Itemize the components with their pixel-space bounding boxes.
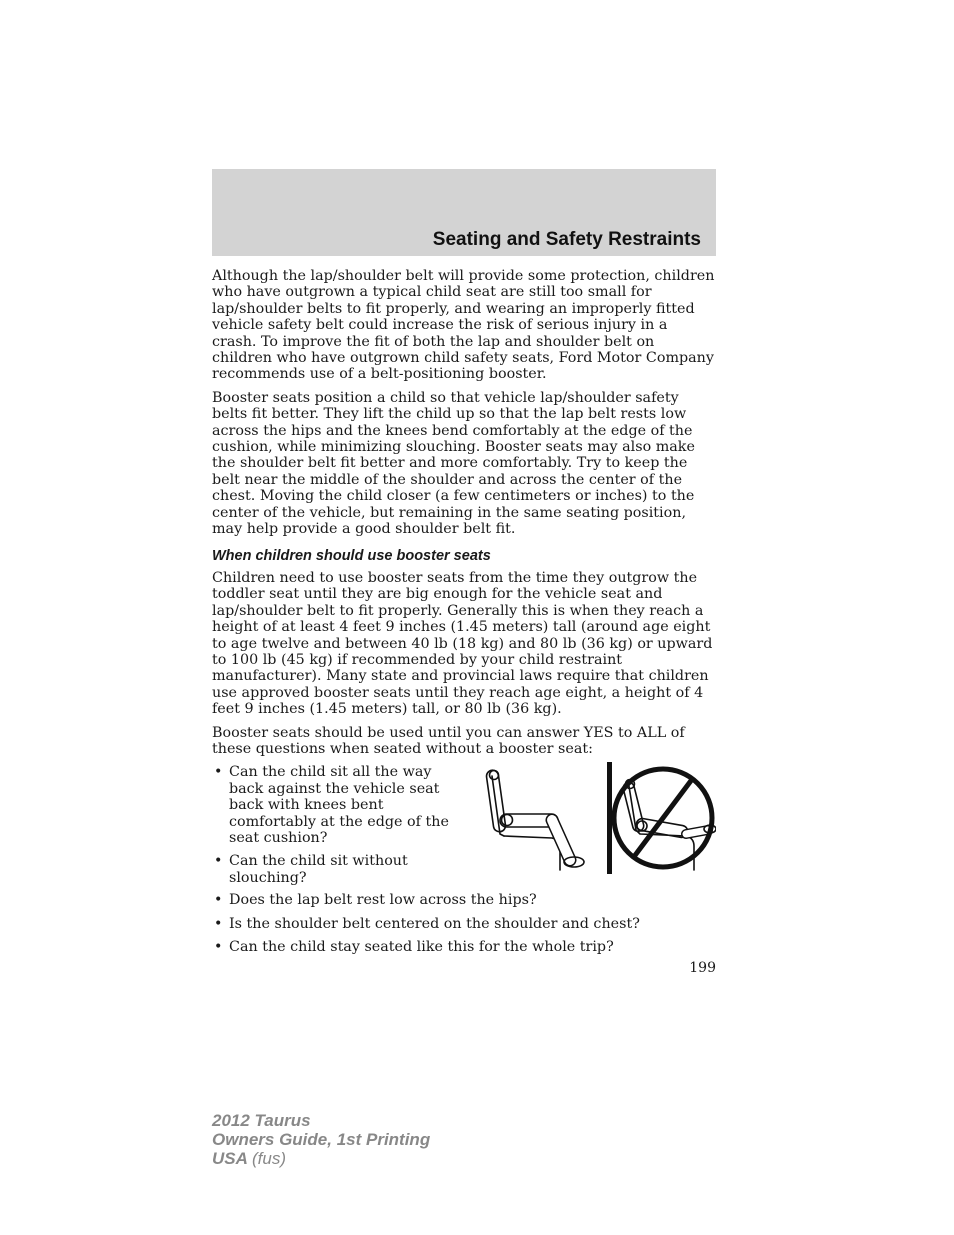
list-item: • Can the child sit all the way back against the vehicle seat back with knees bent comfortably at the edge of the seat cushion? <box>212 764 467 846</box>
section-header <box>212 169 716 256</box>
paragraph: Booster seats should be used until you can answer YES to ALL of these questions when seated without a booster seat: <box>212 724 685 757</box>
checklist-continued <box>212 892 716 955</box>
list-item: • Does the lap belt rest low across the hips? <box>212 892 716 908</box>
list-item: • Can the child stay seated like this for the whole trip? <box>212 939 716 955</box>
paragraph: Although the lap/shoulder belt will provide some protection, children who have outgrown a typical child seat are still too small for lap/shoulder belts to fit properly, and wearing an improperly fitted vehicle safety belt could increase the risk of serious injury in a crash. To improve the fit of both the lap and shoulder belt on children who have outgrown child safety seats, Ford Motor Company recommends use of a belt-positioning booster. <box>212 268 715 383</box>
list-item: • Can the child sit without slouching? <box>212 853 467 886</box>
checklist <box>212 764 467 886</box>
correct-seating-figure <box>486 770 584 871</box>
footer-region-code: (fus) <box>252 1149 286 1168</box>
paragraph: Children need to use booster seats from the time they outgrow the toddler seat until they are big enough for the vehicle seat and lap/shoulder belt to fit properly. Generally this is when they reach a height of at least 4 feet 9 inches (1.45 meters) tall (around age eight to age twelve and between 40 lb (18 kg) and 80 lb (36 kg) or upward to 100 lb (45 kg) if recommended by your child restraint manufacturer). Many state and provincial laws require that children use approved booster seats until they reach age eight, a height of 4 feet 9 inches (1.45 meters) tall, or 80 lb (36 kg). <box>212 569 713 718</box>
figure-divider <box>607 762 612 874</box>
paragraph: Booster seats position a child so that vehicle lap/shoulder safety belts fit better. They lift the child up so that the lap belt rests low across the hips and the knees bend comfortably at the edge of the cushion, while minimizing slouching. Booster seats may also make the shoulder belt fit better and more comfortably. Try to keep the belt near the middle of the shoulder and across the center of the chest. Moving the child closer (a few centimeters or inches) to the center of the vehicle, but remaining in the same seating position, may help provide a good shoulder belt fit. <box>212 389 695 538</box>
booster-seat-illustration <box>480 760 716 878</box>
footer-line: Owners Guide, 1st Printing <box>212 1130 431 1149</box>
section-title: Seating and Safety Restraints <box>432 229 701 250</box>
page-number: 199 <box>689 960 716 976</box>
footer-line <box>212 1149 430 1168</box>
footer-line: 2012 Taurus <box>212 1111 311 1130</box>
document-footer <box>212 1111 430 1168</box>
checklist-with-figure <box>212 764 716 892</box>
subheading: When children should use booster seats <box>212 547 491 564</box>
page-content <box>212 268 716 963</box>
footer-region: USA <box>212 1149 248 1168</box>
list-item: • Is the shoulder belt centered on the shoulder and chest? <box>212 916 716 932</box>
